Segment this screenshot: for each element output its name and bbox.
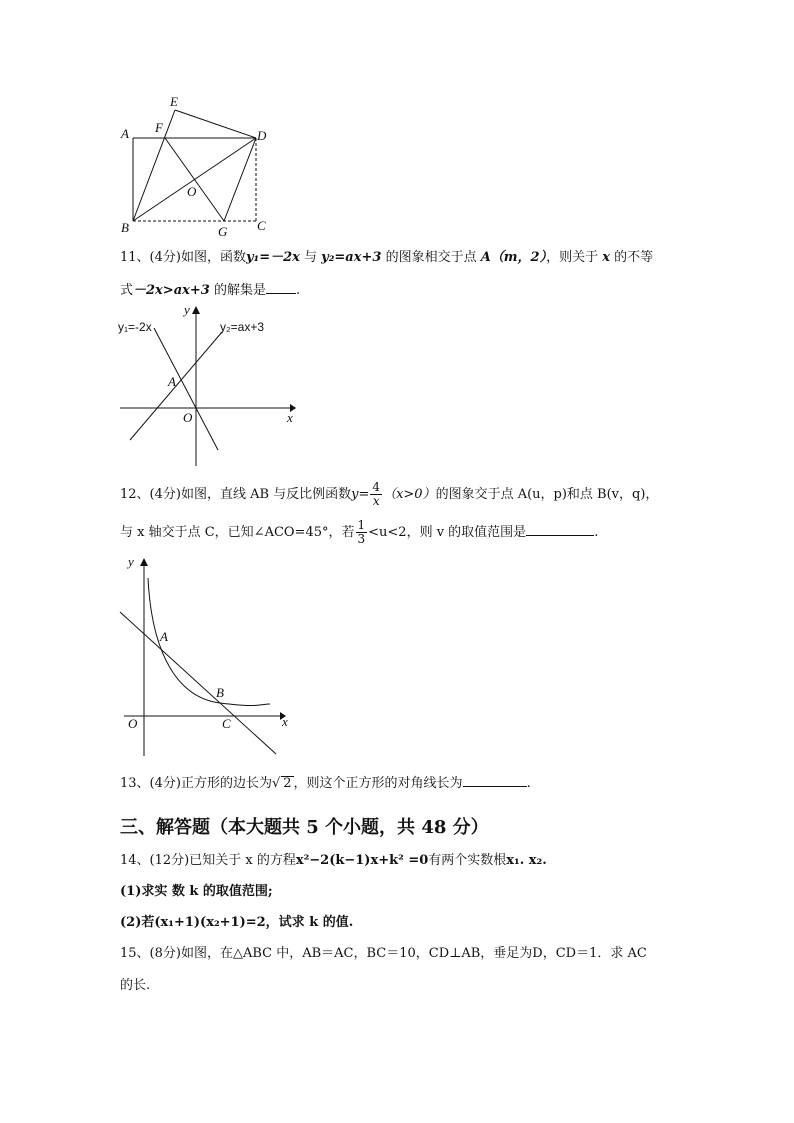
question-15-line-1: 15、(8分)如图，在△ABC 中，AB＝AC，BC＝10，CD⊥AB，垂足为D，CD＝1．求 AC bbox=[120, 946, 647, 961]
q14-equation: x²−2(k−1)x+k² =0 bbox=[295, 853, 429, 868]
q11-prefix: 11、(4分)如图，函数 bbox=[120, 250, 246, 265]
q11-text-2: 的图象相交于点 bbox=[381, 250, 481, 265]
label-c: C bbox=[257, 218, 266, 233]
label-y2: y₂=ax+3 bbox=[220, 320, 265, 334]
q12-period: . bbox=[594, 525, 599, 540]
question-12-line-2 bbox=[120, 518, 598, 548]
label-b: B bbox=[216, 685, 224, 700]
q12-frac2-num: 1 bbox=[357, 518, 366, 532]
q12-text-3: <u<2，则 v 的取值范围是 bbox=[368, 525, 527, 540]
segment-be bbox=[133, 110, 175, 221]
q11-answer-blank[interactable] bbox=[266, 281, 296, 294]
label-y: y bbox=[128, 554, 134, 569]
label-o: O bbox=[128, 716, 138, 731]
q11-var: x bbox=[602, 250, 610, 265]
question-14-part-1: (1)求实 数 k 的取值范围; bbox=[120, 884, 273, 899]
line-ab bbox=[120, 612, 276, 754]
figure-inverse-function bbox=[110, 548, 310, 760]
q11-text-4: 的不等 bbox=[610, 250, 654, 265]
q12-prefix: 12、(4分)如图，直线 AB 与反比例函数 bbox=[120, 487, 352, 502]
q14-prefix: 14、(12分)已知关于 x 的方程 bbox=[120, 853, 296, 868]
label-y1: y₁=-2x bbox=[118, 320, 152, 334]
sqrt-icon: √ bbox=[271, 776, 281, 791]
segment-ed bbox=[175, 110, 256, 138]
label-o: O bbox=[183, 410, 193, 425]
q11-text-1: 与 bbox=[299, 250, 322, 265]
line-y2 bbox=[130, 332, 222, 440]
q11-function-2: y₂=ax+3 bbox=[321, 250, 382, 265]
question-14 bbox=[120, 851, 547, 871]
segment-fg bbox=[165, 138, 224, 221]
label-e: E bbox=[170, 94, 178, 109]
question-14-part-2 bbox=[120, 913, 353, 933]
q13-text-1: ，则这个正方形的对角线长为 bbox=[293, 776, 463, 791]
y-axis-arrow bbox=[140, 558, 148, 566]
segment-gd bbox=[224, 138, 256, 221]
line-y1 bbox=[154, 328, 218, 450]
question-15-line-2: 的长. bbox=[120, 978, 151, 993]
q11-period: . bbox=[295, 283, 301, 298]
q11-point: A（m，2） bbox=[480, 250, 547, 265]
q11-function-1: y₁=－2x bbox=[245, 250, 300, 265]
q14-roots: x₁. x₂. bbox=[506, 853, 547, 868]
question-11-line-1 bbox=[120, 248, 653, 268]
question-11-line-2 bbox=[120, 281, 300, 301]
q11-inequality: －2x>ax+3 bbox=[133, 283, 210, 298]
figure-rectangle-abcd bbox=[110, 90, 290, 240]
label-o: O bbox=[187, 184, 197, 199]
q12-condition: （x>0） bbox=[383, 487, 436, 502]
q11-text-5: 式 bbox=[120, 283, 134, 298]
q14-part2-expr: (x₁+1)(x₂+1)=2 bbox=[154, 915, 266, 930]
label-c: C bbox=[222, 716, 231, 731]
label-x: x bbox=[282, 714, 288, 729]
label-a: A bbox=[121, 126, 129, 141]
label-f: F bbox=[155, 120, 163, 135]
q11-text-6: 的解集是 bbox=[209, 283, 266, 298]
q12-text-2: 与 x 轴交于点 C，已知∠ACO=45°，若 bbox=[120, 525, 355, 540]
label-d: D bbox=[257, 128, 267, 143]
q12-fraction bbox=[370, 481, 382, 508]
q12-text-1: 的图象交于点 A(u，p)和点 B(v，q)， bbox=[435, 487, 659, 502]
q14-text-1: 有两个实数根 bbox=[428, 853, 507, 868]
q12-fraction-2 bbox=[356, 519, 368, 546]
label-x: x bbox=[287, 410, 293, 425]
label-g: G bbox=[218, 224, 228, 239]
label-b: B bbox=[121, 220, 129, 235]
label-a: A bbox=[160, 629, 168, 644]
q13-answer-blank[interactable] bbox=[463, 774, 527, 787]
q12-answer-blank[interactable] bbox=[526, 523, 594, 536]
q11-text-3: ，则关于 bbox=[546, 250, 603, 265]
q12-frac2-den: 3 bbox=[357, 532, 366, 546]
q14-part2-pre: (2)若 bbox=[120, 915, 155, 930]
q12-frac-den: x bbox=[372, 494, 380, 508]
section-3-heading: 三、解答题（本大题共 5 个小题，共 48 分） bbox=[120, 817, 489, 838]
q13-prefix: 13、(4分)正方形的边长为 bbox=[120, 776, 272, 791]
q12-y-eq: y= bbox=[351, 487, 370, 502]
q14-part2-post: ，试求 k 的值. bbox=[265, 915, 354, 930]
figure-linear-functions bbox=[110, 300, 310, 472]
q13-radicand: 2 bbox=[283, 776, 292, 791]
label-y: y bbox=[184, 302, 190, 317]
q12-frac-num: 4 bbox=[372, 480, 381, 494]
q13-period: . bbox=[526, 776, 531, 791]
y-axis-arrow bbox=[192, 306, 200, 314]
question-12-line-1 bbox=[120, 480, 658, 510]
label-a: A bbox=[168, 374, 176, 389]
question-13 bbox=[120, 774, 531, 794]
